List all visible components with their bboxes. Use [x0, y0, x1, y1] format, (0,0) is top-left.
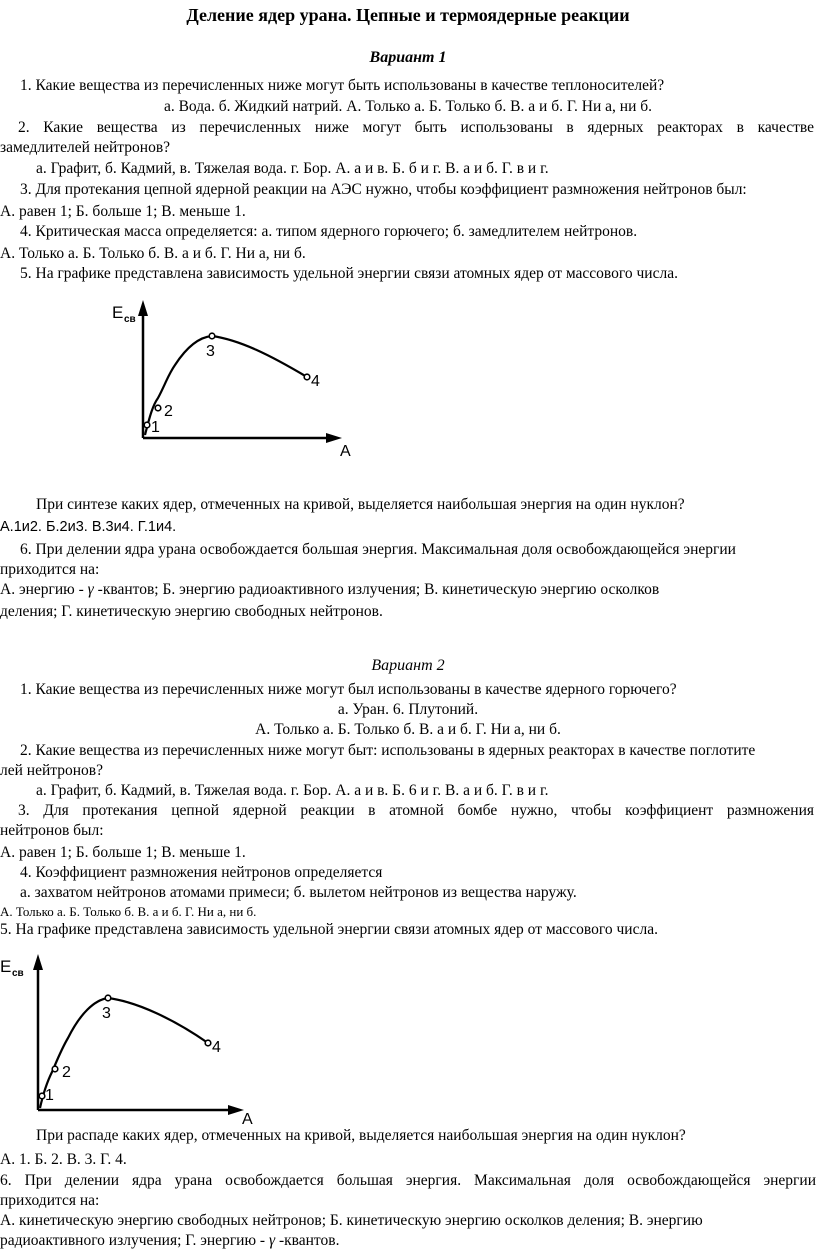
v1-question-2-line1: 2. Какие вещества из перечисленных ниже могут быть использованы в ядерных реакторах в качестве: [18, 119, 814, 136]
v2-question-5-options: А. 1. Б. 2. В. 3. Г. 4.: [0, 1151, 127, 1168]
v2-question-2-line2: лей нейтронов?: [0, 762, 103, 779]
v2-point-2-label: 2: [62, 1064, 71, 1081]
v2-question-2-options: а. Графит, б. Кадмий, в. Тяжелая вода. г. Бор. А. а и в. Б. 6 и г. В. а и б. Г. в и г.: [36, 782, 549, 799]
v2-y-axis-label: E: [0, 957, 12, 976]
v2-question-4-options: А. Только а. Б. Только б. В. а и б. Г. Ни а, ни б.: [0, 904, 257, 919]
gamma-symbol: γ: [268, 1232, 276, 1249]
gamma-symbol: γ: [87, 581, 94, 598]
v2-question-6-line4: [0, 1231, 339, 1250]
v1-question-5-options: А.1и2. Б.2и3. В.3и4. Г.1и4.: [0, 519, 177, 535]
v2-question-6-line3: А. кинетическую энергию свободных нейтронов; Б. кинетическую энергию осколков деления; В. энергию: [0, 1212, 703, 1229]
v1-question-6-line1: 6. При делении ядра урана освобождается большая энергия. Максимальная доля освобождающейся энергии: [20, 541, 736, 558]
v2-question-4-line1: 4. Коэффициент размножения нейтронов определяется: [20, 864, 383, 881]
v1-question-5: 5. На графике представлена зависимость удельной энергии связи атомных ядер от массового числа.: [20, 265, 678, 282]
v1-y-axis-label: E: [112, 303, 124, 322]
v2-point-1-marker: [39, 1093, 45, 1099]
v2-question-4-line2: а. захватом нейтронов атомами примеси; б. вылетом нейтронов из вещества наружу.: [20, 884, 577, 901]
v1-question-6-line2: приходится на:: [0, 561, 100, 578]
v2-question-5: 5. На графике представлена зависимость удельной энергии связи атомных ядер от массового числа.: [0, 921, 658, 938]
v1-question-2-options: а. Графит, б. Кадмий, в. Тяжелая вода. г. Бор. А. а и в. Б. б и г. В. а и б. Г. в и г.: [36, 160, 549, 177]
v2-question-5-text: При распаде каких ядер, отмеченных на кривой, выделяется наибольшая энергия на один нуклон?: [36, 1127, 686, 1144]
v1-question-6-line4: деления; Г. кинетическую энергию свободных нейтронов.: [0, 603, 383, 620]
v2-question-3-line1: 3. Для протекания цепной ядерной реакции в атомной бомбе нужно, чтобы коэффициент размножения: [18, 802, 814, 819]
v2-y-axis: [33, 954, 43, 1110]
v1-question-3: 3. Для протекания цепной ядерной реакции на АЭС нужно, чтобы коэффициент размножения нейтронов был:: [20, 181, 747, 198]
v1-question-1-options: а. Вода. б. Жидкий натрий. А. Только а. Б. Только б. В. а и б. Г. Ни а, ни б.: [163, 98, 653, 115]
v2-question-1-options-a: а. Уран. 6. Плутоний.: [337, 701, 479, 718]
v1-question-4-options: А. Только а. Б. Только б. В. а и б. Г. Ни а, ни б.: [0, 245, 306, 262]
v2-question-3-options: А. равен 1; Б. больше 1; В. меньше 1.: [0, 844, 246, 861]
v2-question-1-options-b: А. Только а. Б. Только б. В. а и б. Г. Ни а, ни б.: [255, 721, 561, 738]
v2-question-6-line1: 6. При делении ядра урана освобождается большая энергия. Максимальная доля освобождающейся энергии: [0, 1172, 816, 1189]
variant2-heading: Вариант 2: [371, 657, 445, 674]
v1-point-1-label: 1: [151, 419, 160, 436]
v1-question-5-text: При синтезе каких ядер, отмеченных на кривой, выделяется наибольшая энергия на один нуклон?: [36, 496, 685, 513]
v2-q6-text-b: -квантов.: [275, 1232, 340, 1249]
v1-question-1: 1. Какие вещества из перечисленных ниже могут быть использованы в качестве теплоносителей?: [20, 77, 665, 94]
v1-question-3-options: А. равен 1; Б. больше 1; В. меньше 1.: [0, 203, 246, 220]
variant1-heading: Вариант 1: [369, 49, 447, 66]
v1-q6-text-a: А. энергию -: [0, 581, 88, 598]
v1-y-axis-label-sub: св: [124, 314, 136, 325]
v2-x-axis: [38, 1105, 244, 1115]
v2-q6-text-a: радиоактивного излучения; Г. энергию -: [0, 1232, 269, 1249]
v2-point-4-marker: [205, 1040, 211, 1046]
v2-point-1-label: 1: [45, 1087, 54, 1104]
v2-curve: [40, 998, 208, 1108]
v2-x-axis-label: A: [242, 1111, 253, 1128]
v1-question-4: 4. Критическая масса определяется: а. типом ядерного горючего; б. замедлителем нейтронов.: [20, 223, 638, 240]
v1-x-axis-label: A: [340, 443, 351, 460]
v2-point-4-label: 4: [212, 1039, 221, 1056]
v1-question-2-line2: замедлителей нейтронов?: [0, 139, 171, 156]
v2-question-3-line2: нейтронов был:: [0, 822, 104, 839]
v2-question-6-line2: приходится на:: [0, 1192, 100, 1209]
page-title: Деление ядер урана. Цепные и термоядерные реакции: [186, 5, 630, 25]
v1-point-3-label: 3: [206, 343, 215, 360]
v2-point-2-marker: [52, 1066, 58, 1072]
v1-point-4-label: 4: [311, 373, 320, 390]
v2-question-1: 1. Какие вещества из перечисленных ниже могут был использованы в качестве ядерного горючего?: [20, 681, 677, 698]
v1-q6-text-b: -квантов; Б. энергию радиоактивного излучения; В. кинетическую энергию осколков: [93, 581, 660, 598]
v2-point-3-marker: [105, 995, 111, 1001]
v1-point-2-label: 2: [164, 403, 173, 420]
v2-question-2-line1: 2. Какие вещества из перечисленных ниже могут быт: использованы в ядерных реакторах в качестве поглотите: [20, 742, 756, 759]
v2-point-3-label: 3: [102, 1005, 111, 1022]
v2-y-axis-label-sub: св: [12, 968, 24, 979]
